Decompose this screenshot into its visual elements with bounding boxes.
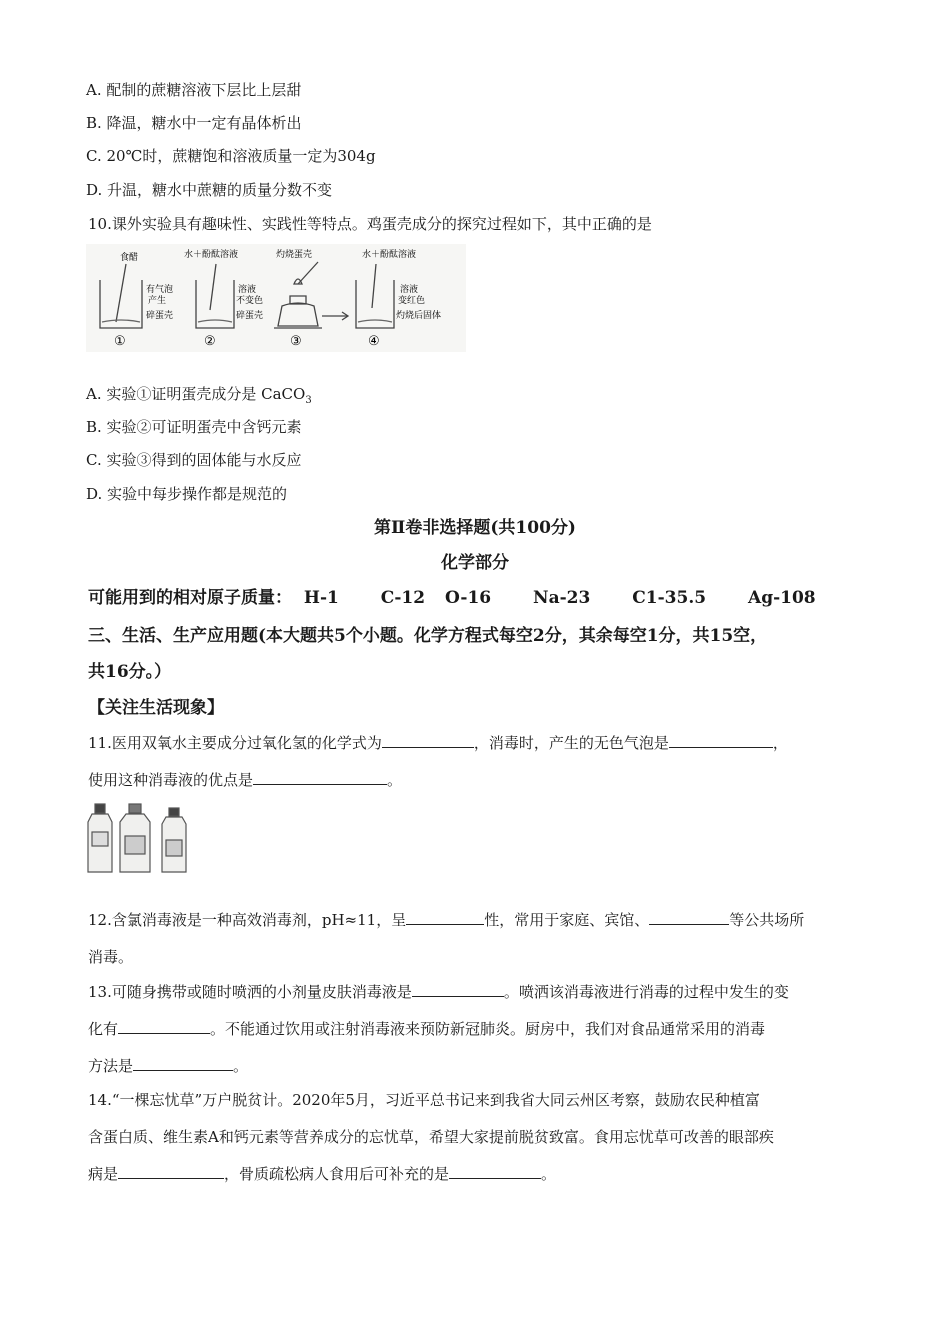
atomic-mass-line <box>88 588 852 608</box>
fig-label-solution-1: 溶液 <box>238 285 257 295</box>
q10-experiment-figure <box>86 244 466 352</box>
q13-blank-disinfectant[interactable] <box>412 982 504 997</box>
fig-label-shell-1: 碎蛋壳 <box>146 311 174 321</box>
atomic-mass-c: C-12 <box>380 588 426 608</box>
atomic-mass-na: Na-23 <box>533 588 591 608</box>
q14-line1: 14.“一棵忘忧草”万户脱贫计。2020年5月，习近平总书记来到我省大同云州区考察，鼓励农民种植富 <box>88 1091 760 1109</box>
fig-label-bubbles: 有气泡 <box>146 285 174 295</box>
q9-option-c: C. 20℃时，蔗糖饱和溶液质量一定为304g <box>86 147 376 165</box>
fig-label-turns-red: 变红色 <box>398 296 426 306</box>
q10-option-c: C. 实验③得到的固体能与水反应 <box>86 451 302 469</box>
q11-line2: 使用这种消毒液的优点是 。 <box>88 771 403 789</box>
atomic-mass-o: O-16 <box>444 588 492 608</box>
atomic-mass-ag: Ag-108 <box>748 588 816 608</box>
q11-blank-gas[interactable] <box>669 733 773 748</box>
part3-heading-line1: 三、生活、生产应用题(本大题共5个小题。化学方程式每空2分，其余每空1分，共15空， <box>88 626 768 646</box>
fig-label-water-phenol-2: 水＋酚酞溶液 <box>362 250 417 260</box>
q10-option-a: A. 实验①证明蛋壳成分是 CaCO$_3$ <box>86 385 312 406</box>
section-subtitle: 化学部分 <box>441 553 509 573</box>
fig-label-solution-2: 溶液 <box>400 285 419 295</box>
fig-label-no-color: 不变色 <box>236 296 264 306</box>
q13-line3: 方法是 。 <box>88 1057 249 1075</box>
q12-line2: 消毒。 <box>88 948 134 966</box>
atomic-mass-label: 可能用到的相对原子质量： <box>88 588 292 608</box>
q14-line3: 病是 ，骨质疏松病人食用后可补充的是 。 <box>88 1165 557 1183</box>
part3-heading-line2: 共16分。） <box>88 662 172 682</box>
q14-line2: 含蛋白质、维生素A和钙元素等营养成分的忘忧草，希望大家提前脱贫致富。食用忘忧草可改善的眼部疾 <box>88 1128 774 1146</box>
q12-blank-place[interactable] <box>649 910 729 925</box>
q10-stem: 10.课外实验具有趣味性、实践性等特点。鸡蛋壳成分的探究过程如下，其中正确的是 <box>88 215 652 233</box>
q12-line1: 12.含氯消毒液是一种高效消毒剂，pH≈11，呈 性，常用于家庭、宾馆、 等公共场所 <box>88 911 805 929</box>
q10-option-d: D. 实验中每步操作都是规范的 <box>86 485 288 503</box>
atomic-mass-h: H-1 <box>303 588 339 608</box>
fig-label-produced: 产生 <box>148 296 167 306</box>
disinfectant-bottles-image <box>86 802 192 876</box>
q13-blank-change[interactable] <box>118 1019 210 1034</box>
fig-number-2: ② <box>204 334 216 349</box>
fig-label-shell-2: 碎蛋壳 <box>236 311 264 321</box>
fig-label-water-phenol-1: 水＋酚酞溶液 <box>184 250 239 260</box>
q9-option-a: A. 配制的蔗糖溶液下层比上层甜 <box>86 81 302 99</box>
fig-label-vinegar: 食醋 <box>120 253 139 263</box>
q12-blank-nature[interactable] <box>406 910 484 925</box>
q11-blank-formula[interactable] <box>382 733 474 748</box>
topic-heading: 【关注生活现象】 <box>88 698 224 718</box>
q10-option-b: B. 实验②可证明蛋壳中含钙元素 <box>86 418 302 436</box>
q13-line1: 13.可随身携带或随时喷洒的小剂量皮肤消毒液是 。喷洒该消毒液进行消毒的过程中发生的变 <box>88 983 789 1001</box>
section-title: 第Ⅱ卷非选择题(共100分) <box>374 518 576 538</box>
fig-number-3: ③ <box>290 334 302 349</box>
fig-label-burn-shell: 灼烧蛋壳 <box>276 250 313 260</box>
q9-option-b: B. 降温，糖水中一定有晶体析出 <box>86 114 302 132</box>
q14-blank-nutrient[interactable] <box>449 1164 541 1179</box>
fig-number-1: ① <box>114 334 126 349</box>
q13-line2: 化有 。不能通过饮用或注射消毒液来预防新冠肺炎。厨房中，我们对食品通常采用的消毒 <box>88 1020 766 1038</box>
q11-blank-advantage[interactable] <box>253 770 387 785</box>
q14-blank-eye-disease[interactable] <box>118 1164 224 1179</box>
fig-label-burnt-solid: 灼烧后固体 <box>396 311 442 321</box>
q11-line1: 11.医用双氧水主要成分过氧化氢的化学式为 ，消毒时，产生的无色气泡是 ， <box>88 734 788 752</box>
q9-option-d: D. 升温，糖水中蔗糖的质量分数不变 <box>86 181 333 199</box>
q13-blank-method[interactable] <box>133 1056 233 1071</box>
atomic-mass-cl: C1-35.5 <box>632 588 707 608</box>
fig-number-4: ④ <box>368 334 380 349</box>
